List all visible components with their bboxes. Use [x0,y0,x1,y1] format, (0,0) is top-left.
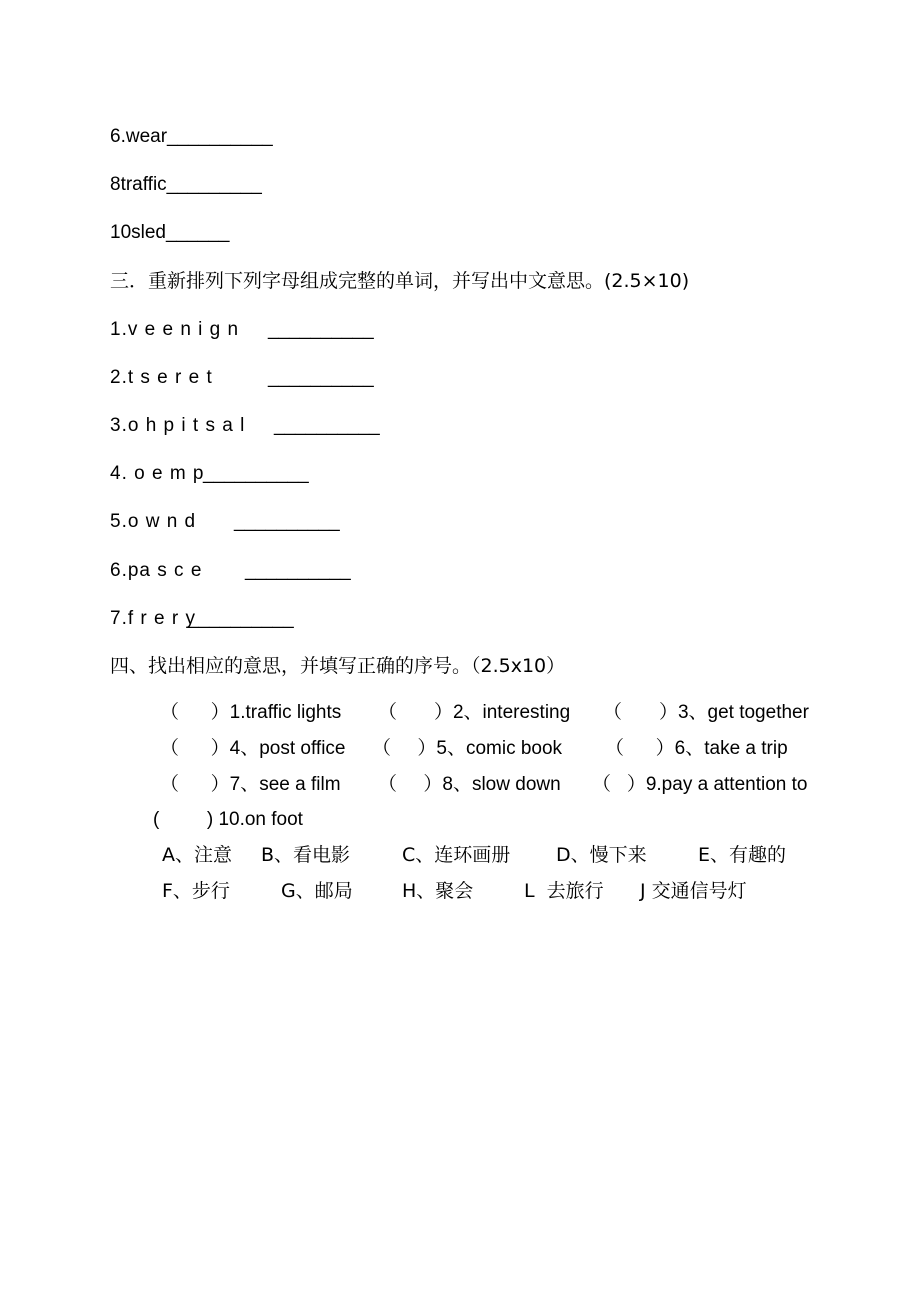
match-item-6: （ ）6、take a trip [605,738,788,759]
scramble-item-1-blank: __________ [268,319,374,340]
option-g: G、邮局 [281,880,353,902]
option-h: H、聚会 [402,880,474,902]
match-item-5: （ ）5、comic book [372,738,563,759]
scramble-item-2-blank: __________ [268,367,374,388]
scramble-item-7-letters: 7.f r e r y [110,608,196,629]
scramble-item-4-letters: 4. o e m p [110,463,205,484]
match-item-7: （ ）7、see a film [160,774,341,795]
match-item-10: ( ) 10.on foot [153,809,303,830]
match-item-9: （ ）9.pay a attention to [592,774,808,795]
word-item-6: 6.wear__________ [110,126,273,147]
option-d: D、慢下来 [556,844,647,866]
option-b: B、看电影 [261,844,351,866]
scramble-item-6-blank: __________ [245,560,351,581]
section4-heading: 四、找出相应的意思，并填写正确的序号。（2.5x10） [110,655,566,677]
option-f: F、步行 [162,880,230,902]
match-item-2: （ ）2、interesting [378,702,571,723]
scramble-item-7-blank: __________ [188,608,294,629]
option-c: C、连环画册 [402,844,511,866]
scramble-item-2-letters: 2.t s e r e t [110,367,213,388]
option-e: E、有趣的 [698,844,787,866]
scramble-item-5-blank: __________ [234,511,340,532]
scramble-item-3-blank: __________ [274,415,380,436]
scramble-item-5-letters: 5.o w n d [110,511,197,532]
match-item-1: （ ）1.traffic lights [160,702,342,723]
option-a: A、注意 [162,844,232,866]
word-item-8: 8traffic_________ [110,174,262,195]
match-item-3: （ ）3、get together [603,702,809,723]
match-item-8: （ ）8、slow down [378,774,561,795]
scramble-item-1-letters: 1.v e e n i g n [110,319,240,340]
section3-heading: 三．重新排列下列字母组成完整的单词，并写出中文意思。(2.5×10) [110,270,690,292]
match-item-4: （ ）4、post office [160,738,346,759]
scramble-item-6-letters: 6.pa s c e [110,560,203,581]
scramble-item-4-blank: __________ [203,463,309,484]
scramble-item-3-letters: 3.o h p i t s a l [110,415,246,436]
option-l: L 去旅行 [524,880,604,902]
word-item-10: 10sled______ [110,222,230,243]
option-j: J 交通信号灯 [640,880,747,902]
